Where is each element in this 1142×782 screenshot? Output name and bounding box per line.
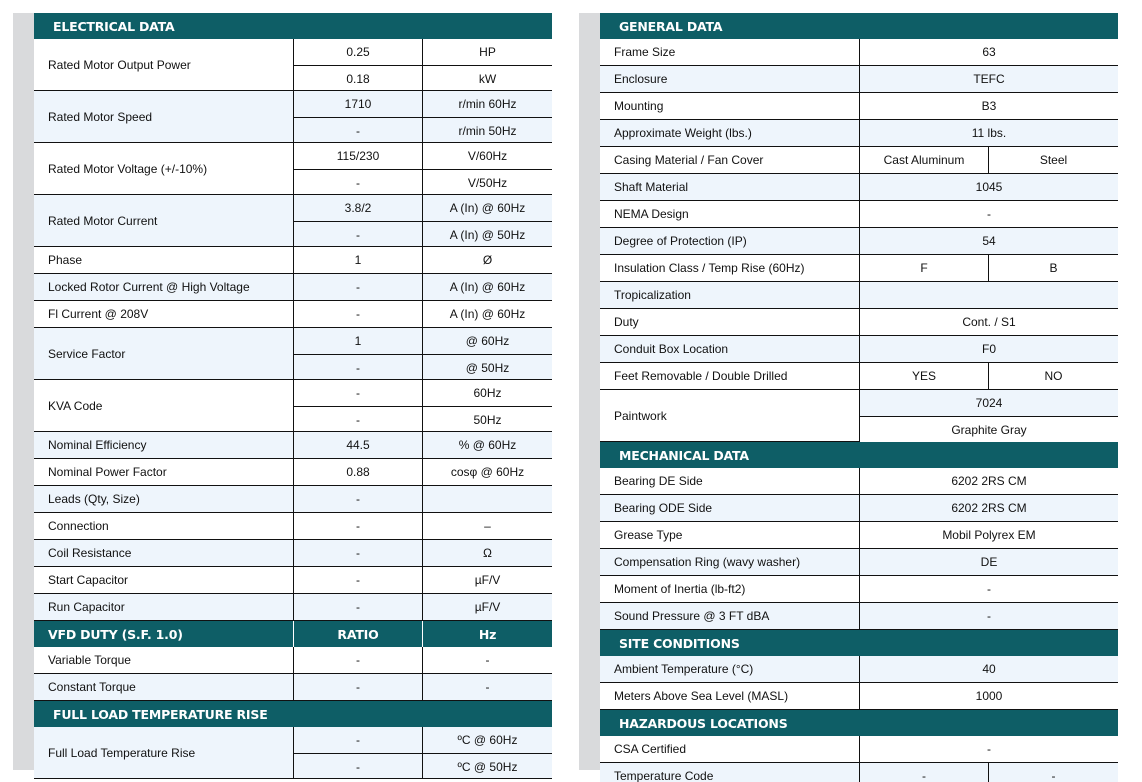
unit: Ω [422,540,552,566]
row-label: CSA Certified [614,742,687,756]
table-row-sound-pressure [600,603,1118,630]
value: - [293,594,422,620]
table-row-enclosure [600,66,1118,93]
section-title: GENERAL DATA [619,18,723,34]
mechanical-data-header [600,442,1118,468]
row-label: Mounting [614,99,664,113]
row-label: Phase [48,253,83,267]
unit: ºC @ 60Hz [422,727,552,753]
value: F0 [859,336,1118,362]
general-data-header [600,13,1118,39]
row-label: Connection [48,519,109,533]
value: 115/230 [293,143,422,169]
table-row-paintwork [600,390,1118,442]
site-conditions-header [600,630,1118,656]
table-row-start-capacitor [34,567,552,594]
row-label: Coil Resistance [48,546,132,560]
value: 1045 [859,174,1118,200]
row-label: Paintwork [614,409,667,423]
row-label: Ambient Temperature (°C) [614,662,754,676]
value: - [293,117,422,143]
table-row-fl-current [34,301,552,328]
value: - [293,354,422,380]
row-label: Bearing ODE Side [614,501,713,515]
table-row-nominal-efficiency [34,432,552,459]
value: DE [859,549,1118,575]
hz-value: - [422,647,552,673]
value: 0.25 [293,39,422,65]
row-label: Casing Material / Fan Cover [614,153,764,167]
row-label: NEMA Design [614,207,689,221]
ratio-value: - [293,674,422,700]
unit: A (In) @ 60Hz [422,301,552,327]
value: - [293,301,422,327]
value: 3.8/2 [293,195,422,221]
row-label: Rated Motor Output Power [48,58,191,72]
value: TEFC [859,66,1118,92]
row-label: Conduit Box Location [614,342,729,356]
value-b: - [988,763,1118,782]
table-row-conduit-box [600,336,1118,363]
column-header-ratio: RATIO [293,621,422,647]
row-label: Approximate Weight (lbs.) [614,126,752,140]
left-side-bar [13,13,34,770]
right-side-bar [579,13,600,770]
row-label: Fl Current @ 208V [48,307,149,321]
left-panel [34,13,552,779]
table-row-constant-torque [34,674,552,701]
value: 11 lbs. [859,120,1118,146]
value: - [293,274,422,300]
table-row-phase [34,247,552,274]
table-row-masl [600,683,1118,710]
value: 1 [293,328,422,354]
unit: 60Hz [422,380,552,406]
table-row-leads [34,486,552,513]
row-label: Rated Motor Voltage (+/-10%) [48,162,208,176]
row-label: Locked Rotor Current @ High Voltage [48,280,250,294]
value: - [859,576,1118,602]
unit: cosφ @ 60Hz [422,459,552,485]
value: - [293,486,422,512]
unit: V/50Hz [422,169,552,195]
unit: HP [422,39,552,65]
row-label: Frame Size [614,45,676,59]
value: - [293,540,422,566]
section-title: SITE CONDITIONS [619,635,740,651]
table-row-weight [600,120,1118,147]
column-header-hz: Hz [422,621,552,647]
unit: – [422,513,552,539]
table-row-ambient-temperature [600,656,1118,683]
table-row-coil-resistance [34,540,552,567]
electrical-data-header [34,13,552,39]
unit: A (In) @ 50Hz [422,221,552,247]
table-row-service-factor [34,328,552,380]
value: - [293,567,422,593]
row-label: KVA Code [48,399,103,413]
table-row-mounting [600,93,1118,120]
row-label: Enclosure [614,72,668,86]
section-title: ELECTRICAL DATA [53,18,175,34]
value: - [293,513,422,539]
row-label: Start Capacitor [48,573,129,587]
unit: A (In) @ 60Hz [422,195,552,221]
unit: µF/V [422,594,552,620]
value: Mobil Polyrex EM [859,522,1118,548]
table-row-bearing-ode [600,495,1118,522]
table-row-shaft-material [600,174,1118,201]
row-label: Service Factor [48,347,126,361]
unit: % @ 60Hz [422,432,552,458]
value: - [293,169,422,195]
unit: µF/V [422,567,552,593]
unit: V/60Hz [422,143,552,169]
value: 6202 2RS CM [859,468,1118,494]
unit: ºC @ 50Hz [422,753,552,779]
table-row-grease-type [600,522,1118,549]
row-label: Rated Motor Current [48,214,158,228]
table-row-feet-removable [600,363,1118,390]
unit: kW [422,65,552,91]
value-double-drilled: NO [988,363,1118,389]
row-label: Feet Removable / Double Drilled [614,369,788,383]
value: B3 [859,93,1118,119]
value: 54 [859,228,1118,254]
row-label: Constant Torque [48,680,136,694]
table-row-casing-material [600,147,1118,174]
value: - [293,221,422,247]
unit [422,486,552,512]
table-row-motor-voltage [34,143,552,195]
value-paint-code: 7024 [859,390,1118,416]
table-row-motor-speed [34,91,552,143]
table-row-run-capacitor [34,594,552,621]
row-label: Rated Motor Speed [48,110,153,124]
value: 6202 2RS CM [859,495,1118,521]
value-casing: Cast Aluminum [859,147,988,173]
table-row-power-factor [34,459,552,486]
row-label: Degree of Protection (IP) [614,234,747,248]
value-paint-color: Graphite Gray [859,416,1118,442]
table-row-compensation-ring [600,549,1118,576]
row-label: Variable Torque [48,653,131,667]
row-label: Nominal Power Factor [48,465,167,479]
unit: A (In) @ 60Hz [422,274,552,300]
value [859,282,1118,308]
table-row-connection [34,513,552,540]
value-a: - [859,763,988,782]
full-load-temp-rise-header [34,701,552,727]
ratio-value: - [293,647,422,673]
value: - [859,736,1118,762]
table-row-full-load-temp-rise [34,727,552,779]
value-feet-removable: YES [859,363,988,389]
value: - [859,603,1118,629]
row-label: Grease Type [614,528,683,542]
value: - [859,201,1118,227]
value: 0.88 [293,459,422,485]
section-title: MECHANICAL DATA [619,447,749,463]
right-panel [600,13,1118,782]
unit: 50Hz [422,406,552,432]
value: 40 [859,656,1118,682]
row-label: Leads (Qty, Size) [48,492,140,506]
table-row-duty [600,309,1118,336]
value: - [293,380,422,406]
row-label: Shaft Material [614,180,689,194]
table-row-kva-code [34,380,552,432]
table-row-degree-of-protection [600,228,1118,255]
value: - [293,406,422,432]
table-row-nema-design [600,201,1118,228]
table-row-insulation-class [600,255,1118,282]
row-label: Full Load Temperature Rise [48,746,196,760]
row-label: Sound Pressure @ 3 FT dBA [614,609,770,623]
unit: r/min 60Hz [422,91,552,117]
unit: Ø [422,247,552,273]
vfd-duty-header [34,621,552,647]
value: 0.18 [293,65,422,91]
row-label: Moment of Inertia (lb-ft2) [614,582,746,596]
table-row-locked-rotor-current [34,274,552,301]
value: 1710 [293,91,422,117]
row-label: Temperature Code [614,769,714,782]
value: 1000 [859,683,1118,709]
value: - [293,753,422,779]
unit: @ 60Hz [422,328,552,354]
table-row-bearing-de [600,468,1118,495]
table-row-tropicalization [600,282,1118,309]
value: 1 [293,247,422,273]
value-fan-cover: Steel [988,147,1118,173]
row-label: Insulation Class / Temp Rise (60Hz) [614,261,805,275]
hz-value: - [422,674,552,700]
table-row-temperature-code [600,763,1118,782]
value: 63 [859,39,1118,65]
row-label: Compensation Ring (wavy washer) [614,555,801,569]
section-title: VFD DUTY (S.F. 1.0) [48,626,183,642]
row-label: Tropicalization [614,288,691,302]
value: 44.5 [293,432,422,458]
hazardous-locations-header [600,710,1118,736]
table-row-frame-size [600,39,1118,66]
row-label: Bearing DE Side [614,474,703,488]
section-title: FULL LOAD TEMPERATURE RISE [53,706,268,722]
value: - [293,727,422,753]
row-label: Run Capacitor [48,600,125,614]
table-row-csa-certified [600,736,1118,763]
table-row-variable-torque [34,647,552,674]
unit: @ 50Hz [422,354,552,380]
value-temp-rise: B [988,255,1118,281]
row-label: Nominal Efficiency [48,438,147,452]
value: Cont. / S1 [859,309,1118,335]
row-label: Meters Above Sea Level (MASL) [614,689,789,703]
section-title: HAZARDOUS LOCATIONS [619,715,788,731]
table-row-moment-of-inertia [600,576,1118,603]
table-row-output-power [34,39,552,91]
unit: r/min 50Hz [422,117,552,143]
value-insulation-class: F [859,255,988,281]
row-label: Duty [614,315,639,329]
table-row-motor-current [34,195,552,247]
